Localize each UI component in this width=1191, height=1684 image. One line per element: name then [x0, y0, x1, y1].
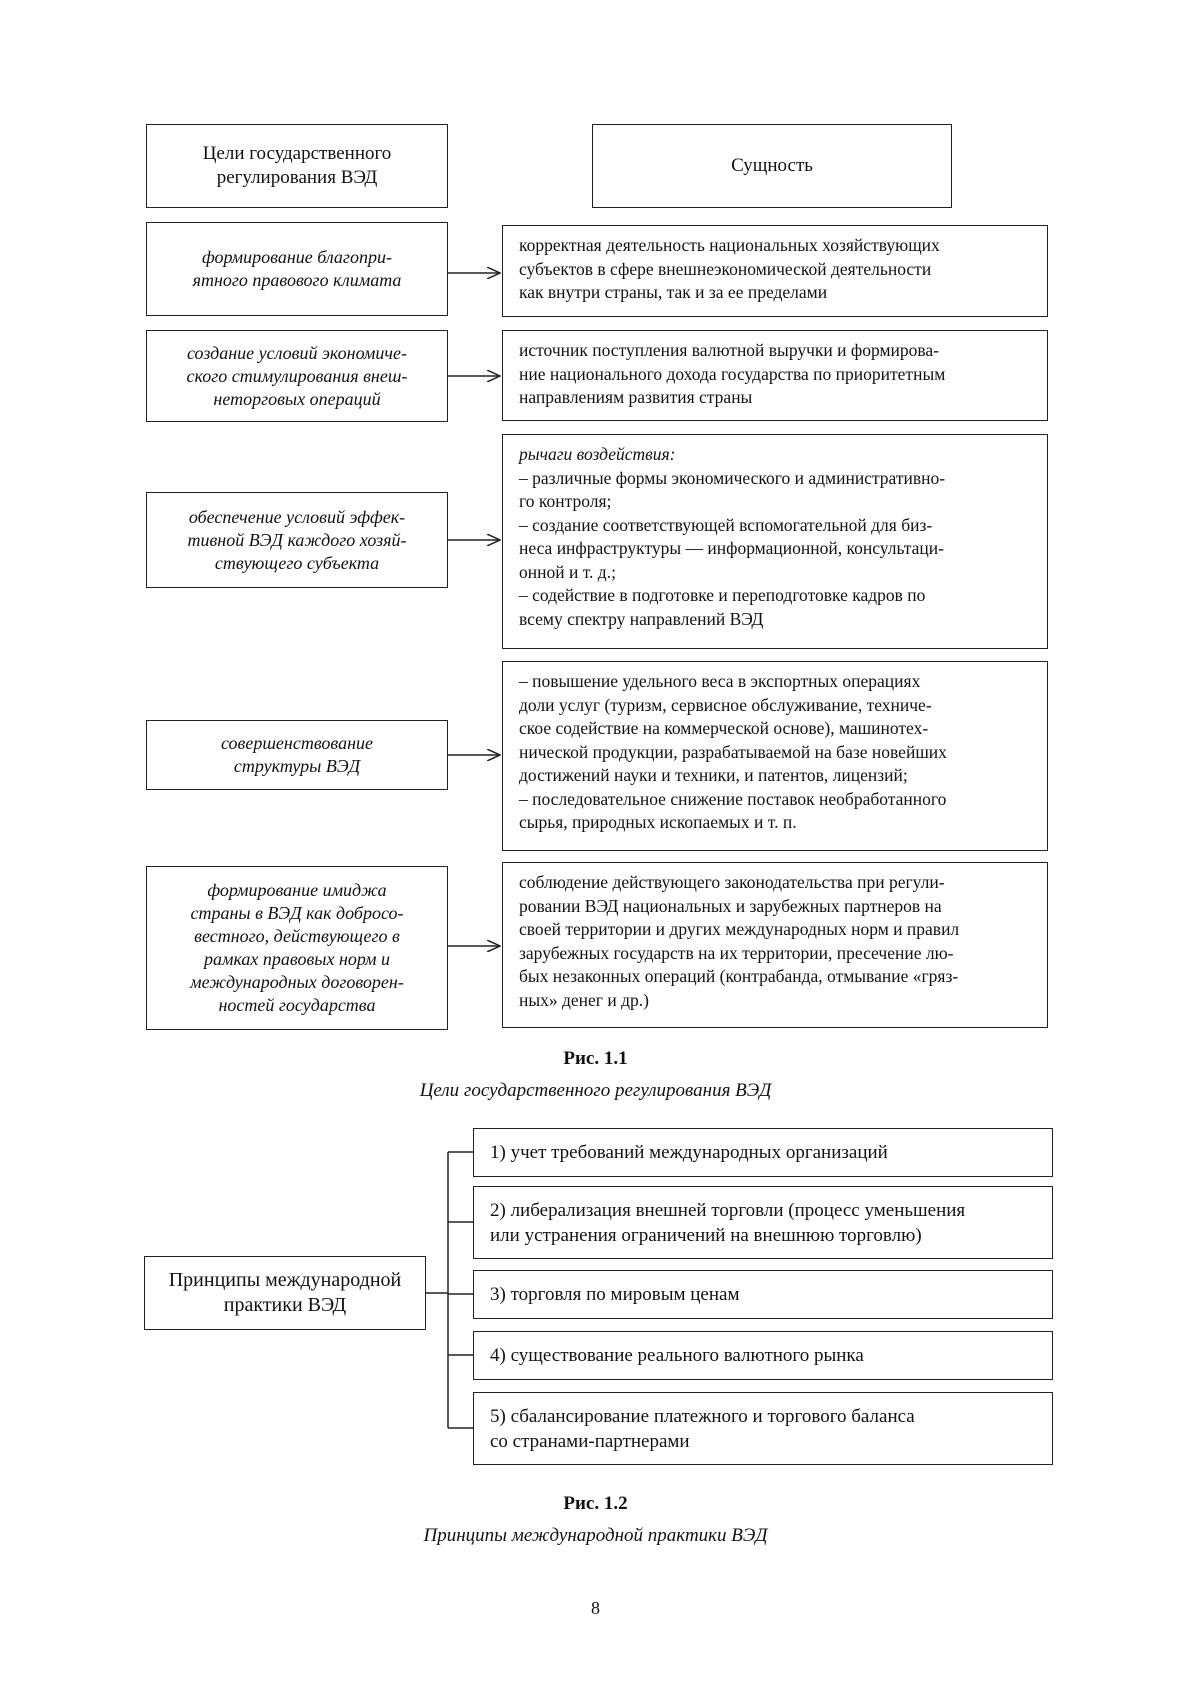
- figure-1-2-title: Рис. 1.2: [563, 1493, 628, 1514]
- essence-line: как внутри страны, так и за ее пределами: [519, 282, 828, 302]
- essence-line: субъектов в сфере внешнеэкономической деятельности: [519, 258, 932, 279]
- goals-header-line: Цели государственного: [202, 143, 392, 164]
- principle-text: 1) учет требований международных организаций: [490, 1142, 888, 1163]
- goal-line: страны в ВЭД как добросо-: [190, 903, 404, 923]
- essence-line: нической продукции, разрабатываемой на базе новейших: [519, 741, 947, 762]
- essence-line: источник поступления валютной выручки и формирова-: [519, 340, 940, 360]
- goal-line: ностей государства: [218, 995, 376, 1015]
- goal-line: создание условий экономиче-: [187, 342, 407, 363]
- goal-line: формирование благопри-: [202, 247, 392, 267]
- goal-line: неторговых операций: [213, 388, 381, 409]
- goal-line: структуры ВЭД: [233, 756, 361, 776]
- essence-line: неса инфраструктуры — информационной, консультаци-: [519, 538, 944, 558]
- essence-line: – содействие в подготовке и переподготовке кадров по: [519, 585, 926, 605]
- essence-line: ское содействие на коммерческой основе), машинотех-: [519, 718, 929, 738]
- essence-line: ных» денег и др.): [519, 989, 649, 1010]
- goal-line: совершенствование: [220, 733, 374, 753]
- essence-line: всему спектру направлений ВЭД: [519, 608, 764, 629]
- essence-line: – создание соответствующей вспомогательной для биз-: [519, 514, 933, 535]
- essence-line: своей территории и других международных норм и правил: [519, 919, 960, 939]
- goal-line: рамках правовых норм и: [203, 949, 391, 969]
- essence-line: – повышение удельного веса в экспортных операциях: [519, 671, 921, 691]
- principle-text: 2) либерализация внешней торговли (процесс уменьшения: [490, 1199, 966, 1221]
- essence-line: бых незаконных операций (контрабанда, отмывание «гряз-: [519, 966, 959, 986]
- page-number: 8: [591, 1598, 600, 1618]
- essence-heading: рычаги воздействия:: [519, 444, 676, 464]
- essence-header-label: Сущность: [731, 155, 813, 176]
- essence-line: корректная деятельность национальных хозяйствующих: [519, 235, 940, 255]
- goal-line: ятного правового климата: [192, 270, 402, 290]
- goal-line: ского стимулирования внеш-: [186, 365, 408, 386]
- principle-text: 5) сбалансирование платежного и торгового баланса: [490, 1405, 915, 1427]
- figure-1-1-subtitle: Цели государственного регулирования ВЭД: [419, 1080, 772, 1101]
- goals-header-line: регулирования ВЭД: [216, 167, 378, 188]
- figure-1-2-subtitle: Принципы международной практики ВЭД: [423, 1525, 768, 1546]
- figure-1-1-title: Рис. 1.1: [563, 1048, 628, 1069]
- essence-line: доли услуг (туризм, сервисное обслуживание, техниче-: [519, 694, 932, 715]
- goal-line: вестного, действующего в: [194, 926, 400, 946]
- principle-text: или устранения ограничений на внешнюю торговлю): [490, 1224, 922, 1246]
- essence-line: ровании ВЭД национальных и зарубежных партнеров на: [519, 895, 942, 916]
- principle-text: 4) существование реального валютного рынка: [490, 1345, 864, 1366]
- essence-line: – различные формы экономического и административно-: [519, 467, 946, 488]
- goal-line: обеспечение условий эффек-: [188, 506, 406, 527]
- essence-line: соблюдение действующего законодательства при регули-: [519, 872, 945, 892]
- essence-line: сырья, природных ископаемых и т. п.: [519, 812, 797, 832]
- principles-root-line: практики ВЭД: [223, 1294, 347, 1316]
- essence-line: го контроля;: [519, 491, 612, 511]
- goal-line: ствующего субъекта: [214, 552, 380, 573]
- goal-line: тивной ВЭД каждого хозяй-: [187, 529, 407, 550]
- essence-line: зарубежных государств на их территории, пресечение лю-: [519, 942, 954, 963]
- principle-text: 3) торговля по мировым ценам: [490, 1284, 740, 1305]
- principle-text: со странами-партнерами: [490, 1430, 690, 1452]
- essence-line: ние национального дохода государства по приоритетным: [519, 363, 946, 384]
- principles-root-line: Принципы международной: [168, 1269, 402, 1291]
- goal-line: формирование имиджа: [207, 880, 387, 900]
- essence-line: направлениям развития страны: [519, 387, 753, 407]
- essence-line: онной и т. д.;: [519, 561, 616, 582]
- essence-line: достижений науки и техники, и патентов, лицензий;: [519, 765, 908, 785]
- goal-line: международных договорен-: [190, 972, 404, 992]
- essence-line: – последовательное снижение поставок необработанного: [519, 788, 947, 809]
